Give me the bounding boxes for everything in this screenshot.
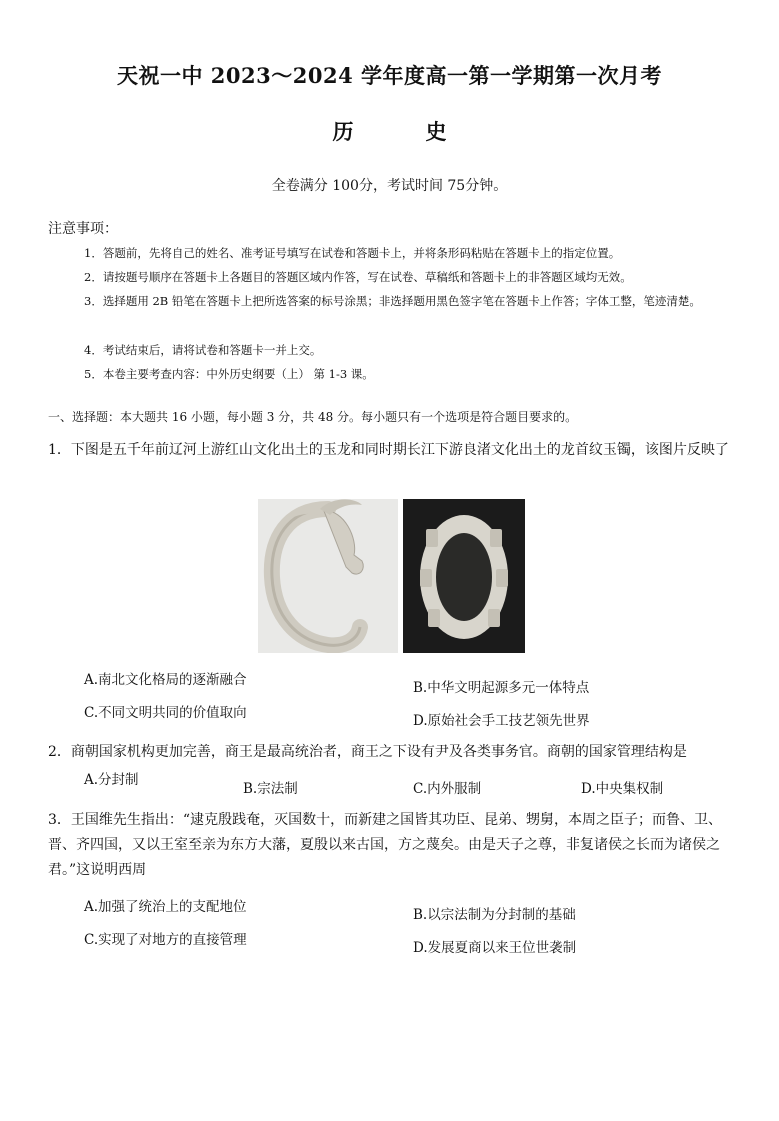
q2-option-c: C.内外服制 — [413, 781, 482, 797]
notice-item: 5．本卷主要考查内容：中外历史纲要（上） 第 1-3 课。 — [84, 367, 374, 381]
question-1-stem: 1．下图是五千年前辽河上游红山文化出土的玉龙和同时期长江下游良渚文化出土的龙首纹玉镯，该图片反映了 — [48, 442, 729, 458]
subject-char-1: 历 — [332, 119, 354, 144]
q2-option-d: D.中央集权制 — [581, 781, 664, 797]
q1-option-d: D.原始社会手工技艺领先世界 — [413, 713, 590, 729]
q3-option-c: C.实现了对地方的直接管理 — [84, 932, 247, 948]
question-3-stem: 3．王国维先生指出：“逮克殷践奄，灭国数十，而新建之国皆其功臣、昆弟、甥舅，本周之臣子；而鲁、卫、晋、齐四国，又以王室至亲为东方大藩，夏殷以来古国，方之蔑矣。由是天子之尊，非复诸侯之长而为诸侯之君。”这说明西周 — [48, 812, 723, 878]
jade-bracelet-image — [403, 499, 525, 653]
notice-item: 4．考试结束后，请将试卷和答题卡一并上交。 — [84, 343, 322, 357]
q2-option-a: A.分封制 — [84, 772, 139, 788]
jade-artifacts-photo — [258, 499, 525, 653]
question-2-stem: 2．商朝国家机构更加完善，商王是最高统治者，商王之下设有尹及各类事务官。商朝的国家管理结构是 — [48, 744, 687, 760]
notice-item: 1．答题前，先将自己的姓名、准考证号填写在试卷和答题卡上，并将条形码粘贴在答题卡上的指定位置。 — [84, 246, 621, 260]
q1-option-c: C.不同文明共同的价值取向 — [84, 705, 247, 721]
notice-item: 2．请按题号顺序在答题卡上各题目的答题区域内作答，写在试卷、草稿纸和答题卡上的非答题区域均无效。 — [84, 270, 632, 284]
q1-option-b: B.中华文明起源多元一体特点 — [413, 680, 590, 696]
q1-option-a: A.南北文化格局的逐渐融合 — [84, 672, 247, 688]
section-heading: 一、选择题：本大题共 16 小题，每小题 3 分，共 48 分。每小题只有一个选项是符合题目要求的。 — [48, 410, 578, 424]
full-score-note: 全卷满分 100分，考试时间 75分钟。 — [271, 178, 508, 194]
q2-option-b: B.宗法制 — [243, 781, 298, 797]
q3-option-d: D.发展夏商以来王位世袭制 — [413, 940, 577, 956]
subject-char-2: 史 — [425, 119, 447, 144]
exam-title: 天祝一中 2023～2024 学年度高一第一学期第一次月考 — [116, 63, 662, 88]
notice-item: 3．选择题用 2B 铅笔在答题卡上把所选答案的标号涂黑；非选择题用黑色签字笔在答题卡上作答；字体工整，笔迹清楚。 — [84, 294, 701, 308]
jade-dragon-image — [258, 499, 398, 653]
notice-title: 注意事项： — [48, 221, 118, 237]
subject-title — [0, 116, 779, 146]
q3-option-a: A.加强了统治上的支配地位 — [84, 899, 247, 915]
q3-option-b: B.以宗法制为分封制的基础 — [413, 907, 576, 923]
